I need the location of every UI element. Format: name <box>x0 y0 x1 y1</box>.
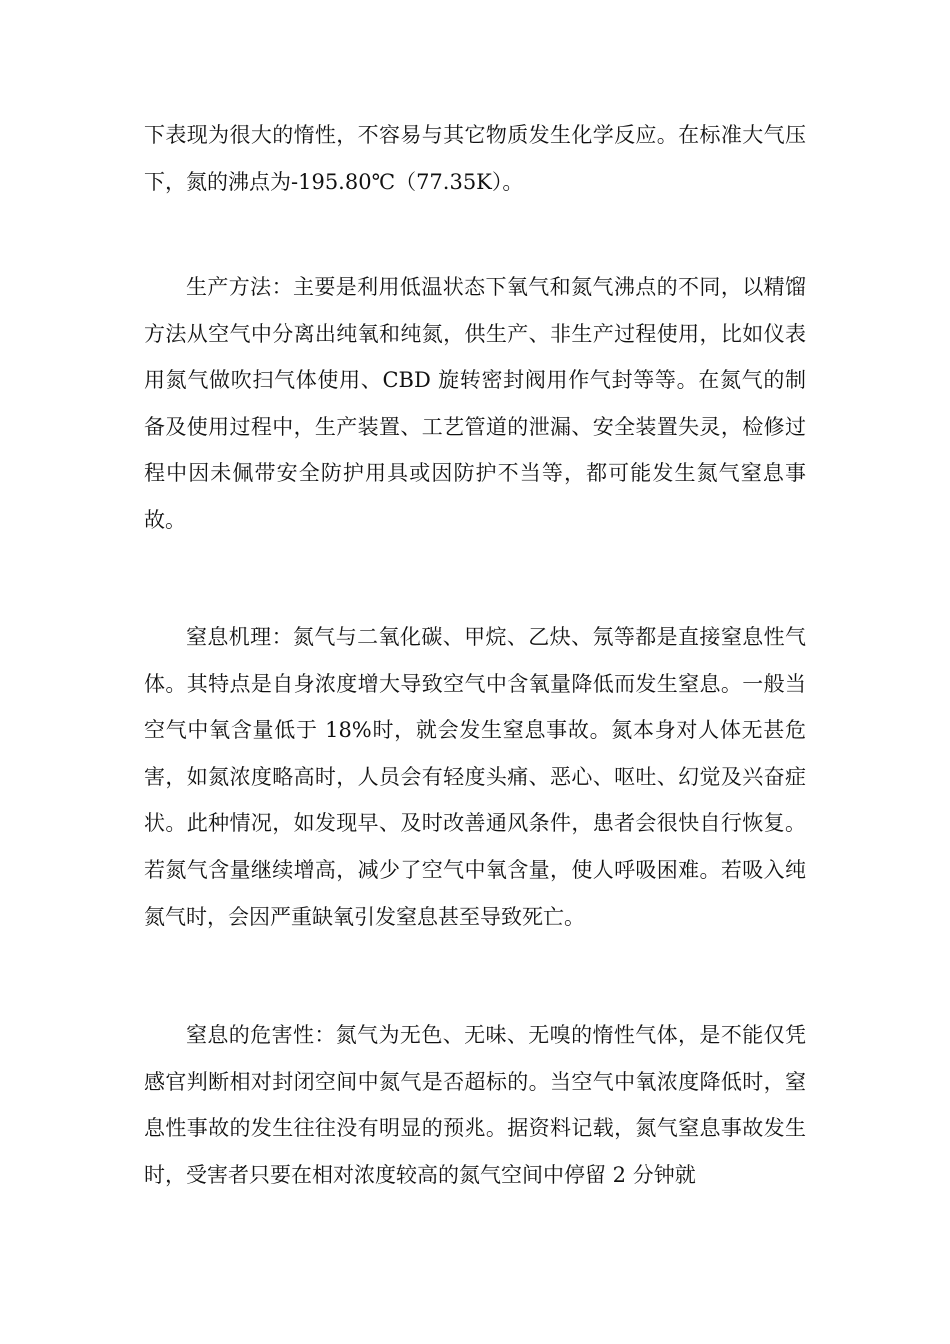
paragraph-asphyxia-mechanism: 窒息机理：氮气与二氧化碳、甲烷、乙炔、氖等都是直接窒息性气体。其特点是自身浓度增大导致空气中含氧量降低而发生窒息。一般当空气中氧含量低于 18%时，就会发生窒息事故。氮本身对人体无甚危害，如氮浓度略高时，人员会有轻度头痛、恶心、呕吐、幻觉及兴奋症状。此种情况，如发现早、及时改善通风条件，患者会很快自行恢复。若氮气含量继续增高，减少了空气中氧含量，使人呼吸困难。若吸入纯氮气时，会因严重缺氧引发窒息甚至导致死亡。 <box>144 625 806 929</box>
paragraph-production-method: 生产方法：主要是利用低温状态下氧气和氮气沸点的不同，以精馏方法从空气中分离出纯氧和纯氮，供生产、非生产过程使用，比如仪表用氮气做吹扫气体使用、CBD 旋转密封阀用作气封等等。在氮气的制备及使用过程中，生产装置、工艺管道的泄漏、安全装置失灵，检修过程中因未佩带安全防护用具或因防护不当等，都可能发生氮气窒息事故。 <box>144 275 806 532</box>
paragraph-asphyxia-hazard: 窒息的危害性：氮气为无色、无味、无嗅的惰性气体，是不能仅凭感官判断相对封闭空间中氮气是否超标的。当空气中氧浓度降低时，窒息性事故的发生往往没有明显的预兆。据资料记载，氮气窒息事故发生时，受害者只要在相对浓度较高的氮气空间中停留 2 分钟就 <box>144 1023 806 1187</box>
paragraph-nitrogen-inertness: 下表现为很大的惰性，不容易与其它物质发生化学反应。在标准大气压下，氮的沸点为-195.80℃（77.35K）。 <box>144 123 806 194</box>
